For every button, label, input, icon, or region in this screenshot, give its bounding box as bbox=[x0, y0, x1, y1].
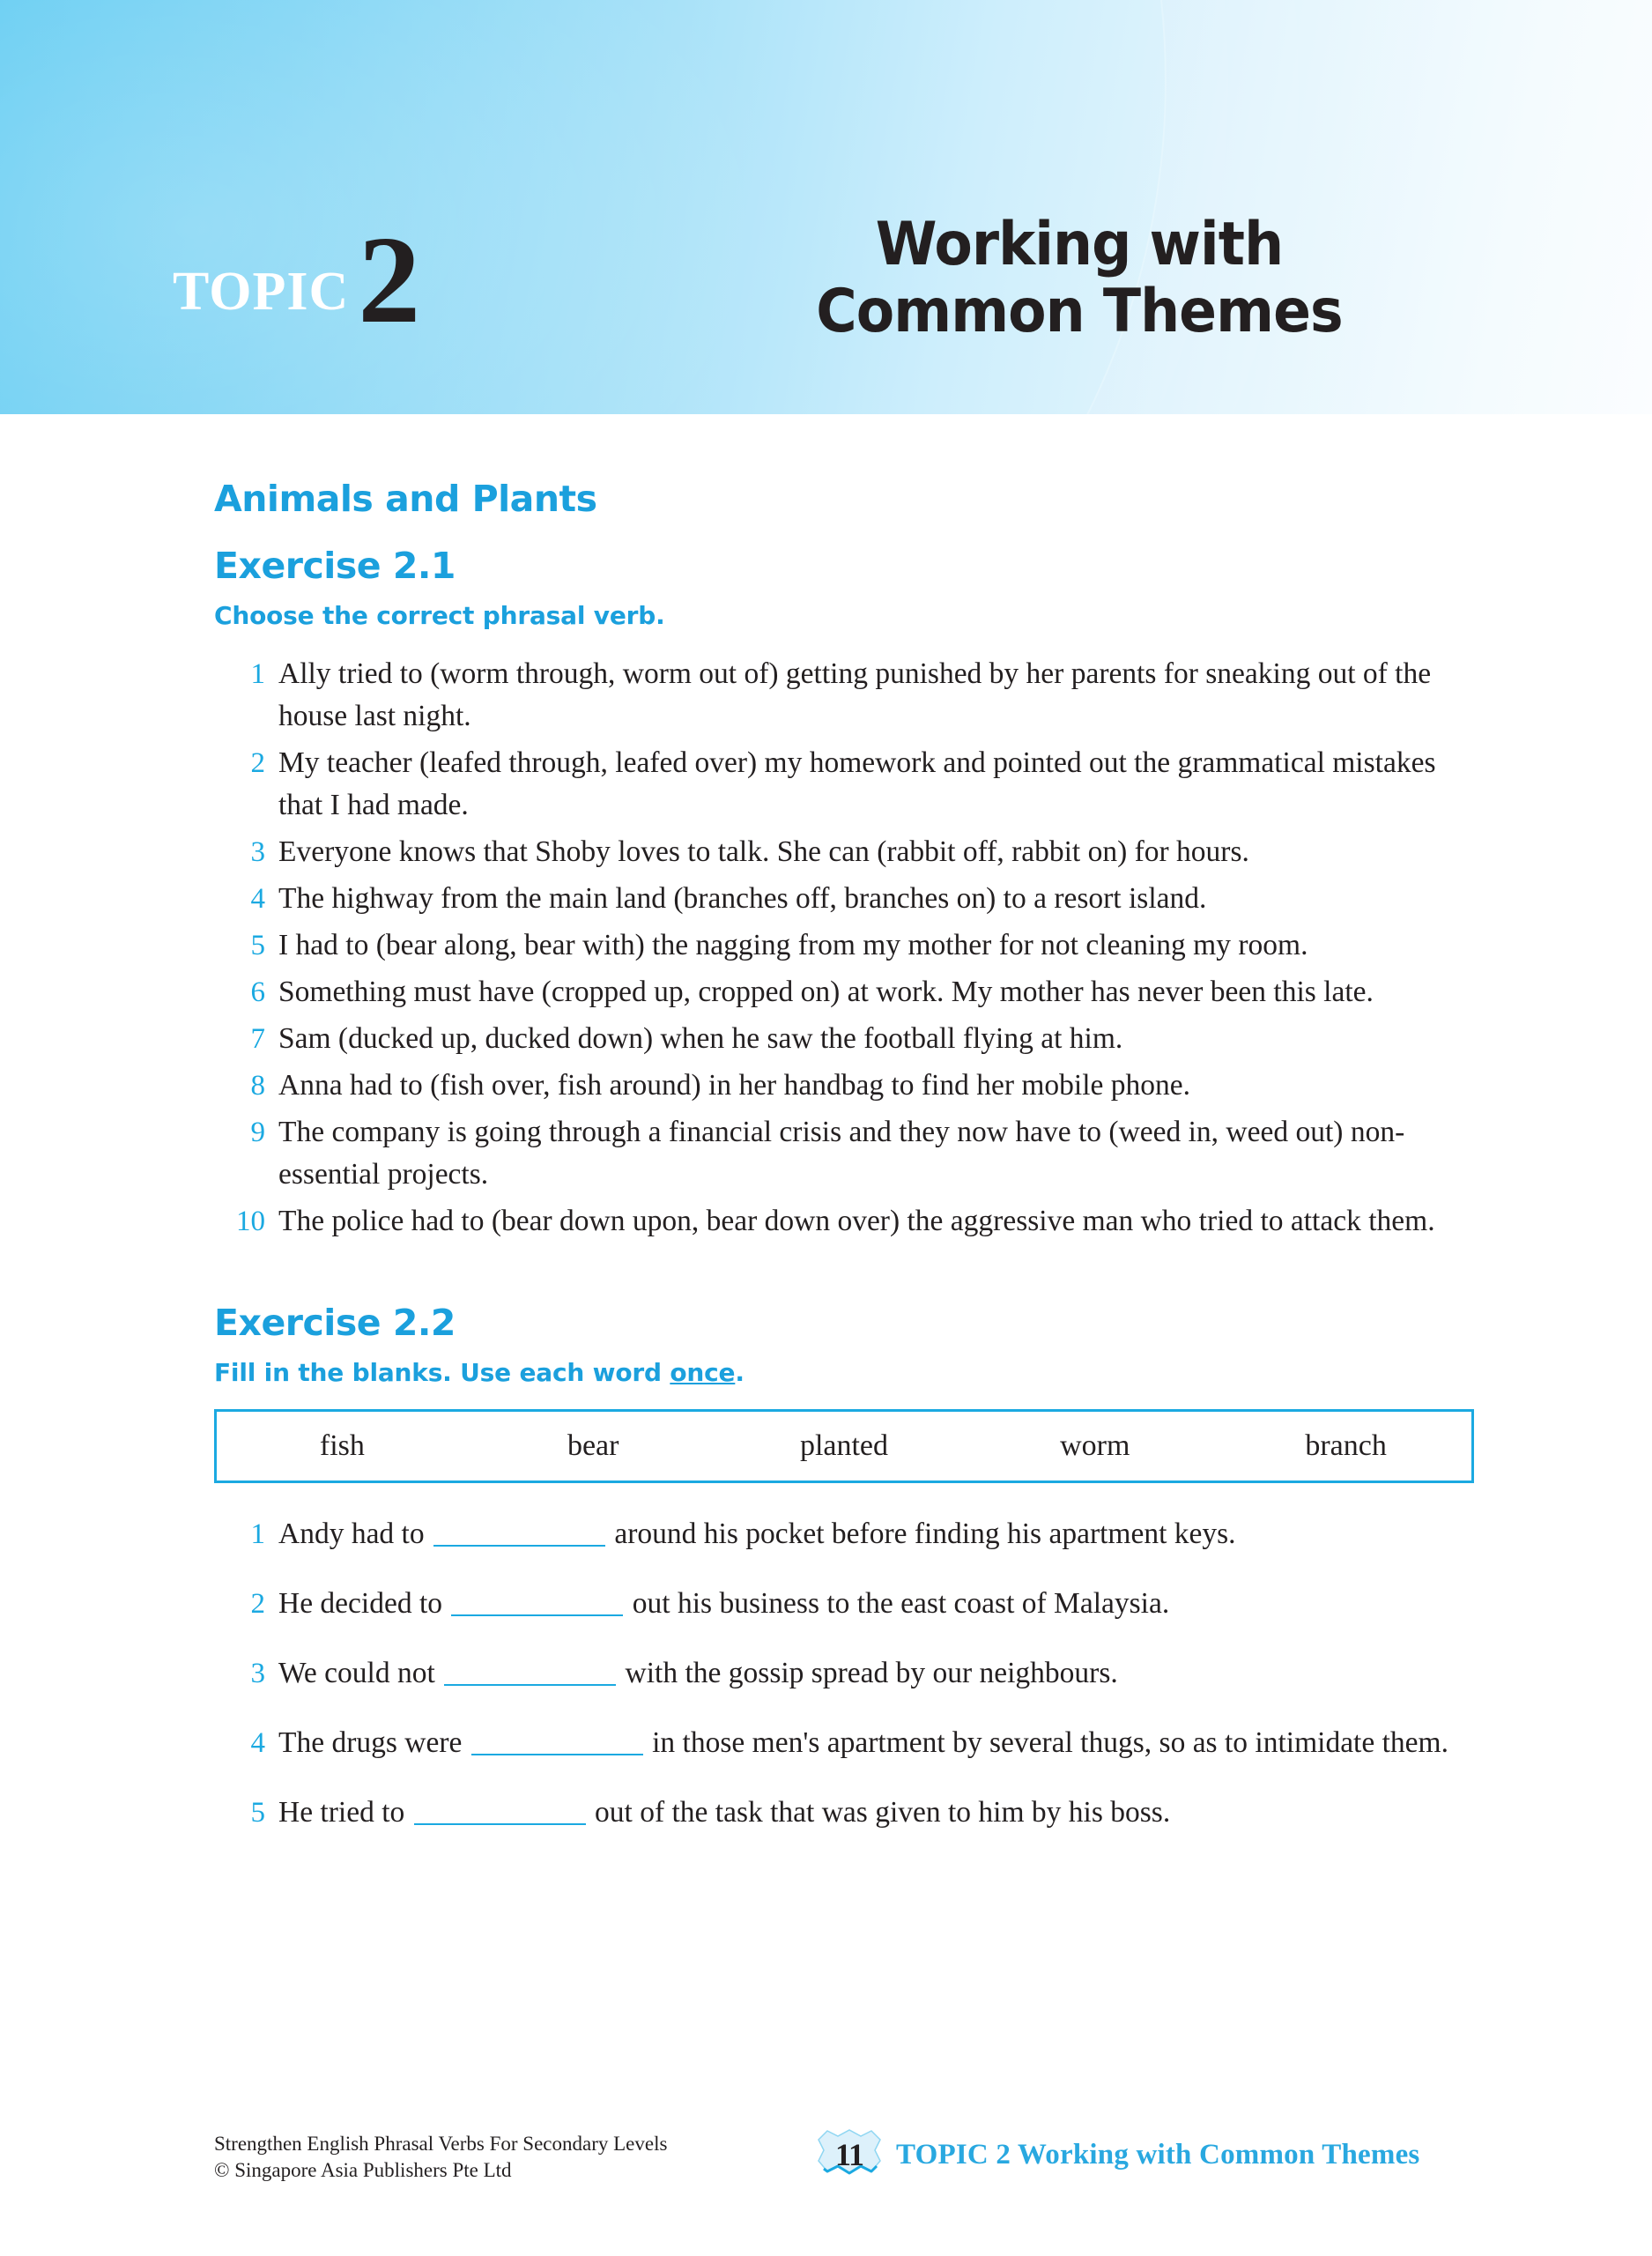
content-column bbox=[214, 414, 1474, 1834]
sentence-text-after-blank: around his pocket before finding his apartment keys. bbox=[607, 1518, 1236, 1550]
answer-blank[interactable] bbox=[433, 1522, 605, 1547]
page-footer bbox=[0, 2115, 1652, 2221]
list-item bbox=[214, 831, 1474, 873]
list-item-number: 2 bbox=[250, 1588, 265, 1620]
list-item-number: 3 bbox=[250, 836, 265, 868]
sentence-text-after-blank: out of the task that was given to him by his boss. bbox=[587, 1796, 1171, 1829]
word-bank-item: branch bbox=[1305, 1429, 1387, 1462]
list-item-text bbox=[278, 1722, 1474, 1764]
word-bank-item: worm bbox=[1060, 1429, 1130, 1462]
list-item-text: I had to (bear along, bear with) the nagging from my mother for not cleaning my room. bbox=[278, 929, 1308, 961]
list-item-number: 5 bbox=[250, 1797, 265, 1829]
topic-label: TOPIC bbox=[173, 262, 350, 322]
list-item-number: 1 bbox=[250, 658, 265, 690]
list-item bbox=[214, 1018, 1474, 1060]
list-item-text bbox=[278, 1583, 1474, 1625]
exercise-2-2-title: Exercise 2.2 bbox=[214, 1302, 456, 1344]
list-item-text: Sam (ducked up, ducked down) when he saw the football flying at him. bbox=[278, 1022, 1123, 1055]
list-item bbox=[214, 1722, 1474, 1764]
list-item-number: 7 bbox=[250, 1023, 265, 1055]
answer-blank[interactable] bbox=[414, 1800, 586, 1825]
list-item-text: Something must have (cropped up, cropped on) at work. My mother has never been this late. bbox=[278, 976, 1374, 1008]
list-item bbox=[214, 878, 1474, 920]
list-item-text: The highway from the main land (branches off, branches on) to a resort island. bbox=[278, 882, 1207, 915]
topic-number: 2 bbox=[358, 210, 421, 349]
list-item bbox=[214, 1065, 1474, 1107]
page-title-line-1: Working with bbox=[875, 210, 1284, 279]
page-body bbox=[0, 414, 1652, 1861]
exercise-2-2-list bbox=[214, 1513, 1474, 1834]
list-item-number: 4 bbox=[250, 883, 265, 915]
page-number-badge bbox=[815, 2127, 884, 2182]
sentence-text-after-blank: out his business to the east coast of Malaysia. bbox=[625, 1587, 1170, 1620]
footer-credit-line-1: Strengthen English Phrasal Verbs For Secondary Levels bbox=[214, 2133, 668, 2155]
list-item bbox=[214, 1652, 1474, 1695]
sentence-text-after-blank: in those men's apartment by several thugs, so as to intimidate them. bbox=[644, 1726, 1448, 1759]
page-title-line-2: Common Themes bbox=[816, 277, 1343, 347]
word-bank-box bbox=[214, 1409, 1474, 1483]
footer-topic-block bbox=[815, 2127, 1419, 2182]
footer-credit bbox=[214, 2131, 667, 2184]
word-bank-item: fish bbox=[319, 1429, 365, 1462]
list-item-number: 2 bbox=[250, 747, 265, 779]
instruction-emphasis: once bbox=[670, 1358, 736, 1387]
list-item bbox=[214, 1513, 1474, 1555]
sentence-text-before-blank: He tried to bbox=[278, 1796, 412, 1829]
footer-credit-line-2: © Singapore Asia Publishers Pte Ltd bbox=[214, 2159, 512, 2181]
list-item-number: 8 bbox=[250, 1070, 265, 1102]
exercise-2-2-instruction bbox=[214, 1344, 1474, 1387]
word-bank-item: bear bbox=[567, 1429, 619, 1462]
list-item-number: 3 bbox=[250, 1658, 265, 1689]
list-item bbox=[214, 653, 1474, 738]
exercise-2-1-title: Exercise 2.1 bbox=[214, 545, 456, 587]
list-item-number: 5 bbox=[250, 930, 265, 961]
word-bank-item: planted bbox=[799, 1429, 889, 1462]
sentence-text-before-blank: He decided to bbox=[278, 1587, 450, 1620]
list-item-number: 9 bbox=[250, 1117, 265, 1148]
sentence-text-before-blank: Andy had to bbox=[278, 1518, 432, 1550]
list-item-text: Anna had to (fish over, fish around) in her handbag to find her mobile phone. bbox=[278, 1069, 1191, 1102]
list-item-text: My teacher (leafed through, leafed over) my homework and pointed out the grammatical mistakes that I had made. bbox=[278, 746, 1436, 821]
list-item-text bbox=[278, 1792, 1474, 1834]
sentence-text-before-blank: We could not bbox=[278, 1657, 443, 1689]
page-number: 11 bbox=[834, 2137, 863, 2172]
topic-mark bbox=[173, 204, 421, 349]
page-title bbox=[694, 212, 1464, 345]
answer-blank[interactable] bbox=[444, 1661, 616, 1686]
list-item bbox=[214, 742, 1474, 827]
list-item bbox=[214, 971, 1474, 1013]
answer-blank[interactable] bbox=[471, 1731, 643, 1755]
list-item-text bbox=[278, 1513, 1474, 1555]
list-item bbox=[214, 1111, 1474, 1196]
list-item-number: 4 bbox=[250, 1727, 265, 1759]
list-item-number: 10 bbox=[236, 1206, 265, 1237]
list-item-text: The police had to (bear down upon, bear down over) the aggressive man who tried to attack them. bbox=[278, 1205, 1435, 1237]
footer-topic-label: TOPIC 2 Working with Common Themes bbox=[896, 2138, 1420, 2171]
list-item-text: The company is going through a financial crisis and they now have to (weed in, weed out) non-essential projects. bbox=[278, 1116, 1405, 1191]
list-item-number: 6 bbox=[250, 976, 265, 1008]
list-item-number: 1 bbox=[250, 1518, 265, 1550]
header-banner bbox=[0, 0, 1652, 414]
list-item-text: Everyone knows that Shoby loves to talk. She can (rabbit off, rabbit on) for hours. bbox=[278, 835, 1249, 868]
exercise-2-1-list bbox=[214, 653, 1474, 1243]
answer-blank[interactable] bbox=[451, 1592, 623, 1616]
sentence-text-before-blank: The drugs were bbox=[278, 1726, 470, 1759]
instruction-text-after: . bbox=[735, 1358, 745, 1387]
list-item bbox=[214, 1583, 1474, 1625]
list-item-text bbox=[278, 1652, 1474, 1695]
list-item-text: Ally tried to (worm through, worm out of) getting punished by her parents for sneaking out of the house last night. bbox=[278, 657, 1432, 732]
instruction-text-before: Fill in the blanks. Use each word bbox=[214, 1358, 670, 1387]
list-item bbox=[214, 1200, 1474, 1243]
list-item bbox=[214, 924, 1474, 967]
sentence-text-after-blank: with the gossip spread by our neighbours. bbox=[618, 1657, 1118, 1689]
section-title: Animals and Plants bbox=[214, 478, 597, 520]
exercise-2-1-instruction: Choose the correct phrasal verb. bbox=[214, 601, 665, 630]
list-item bbox=[214, 1792, 1474, 1834]
